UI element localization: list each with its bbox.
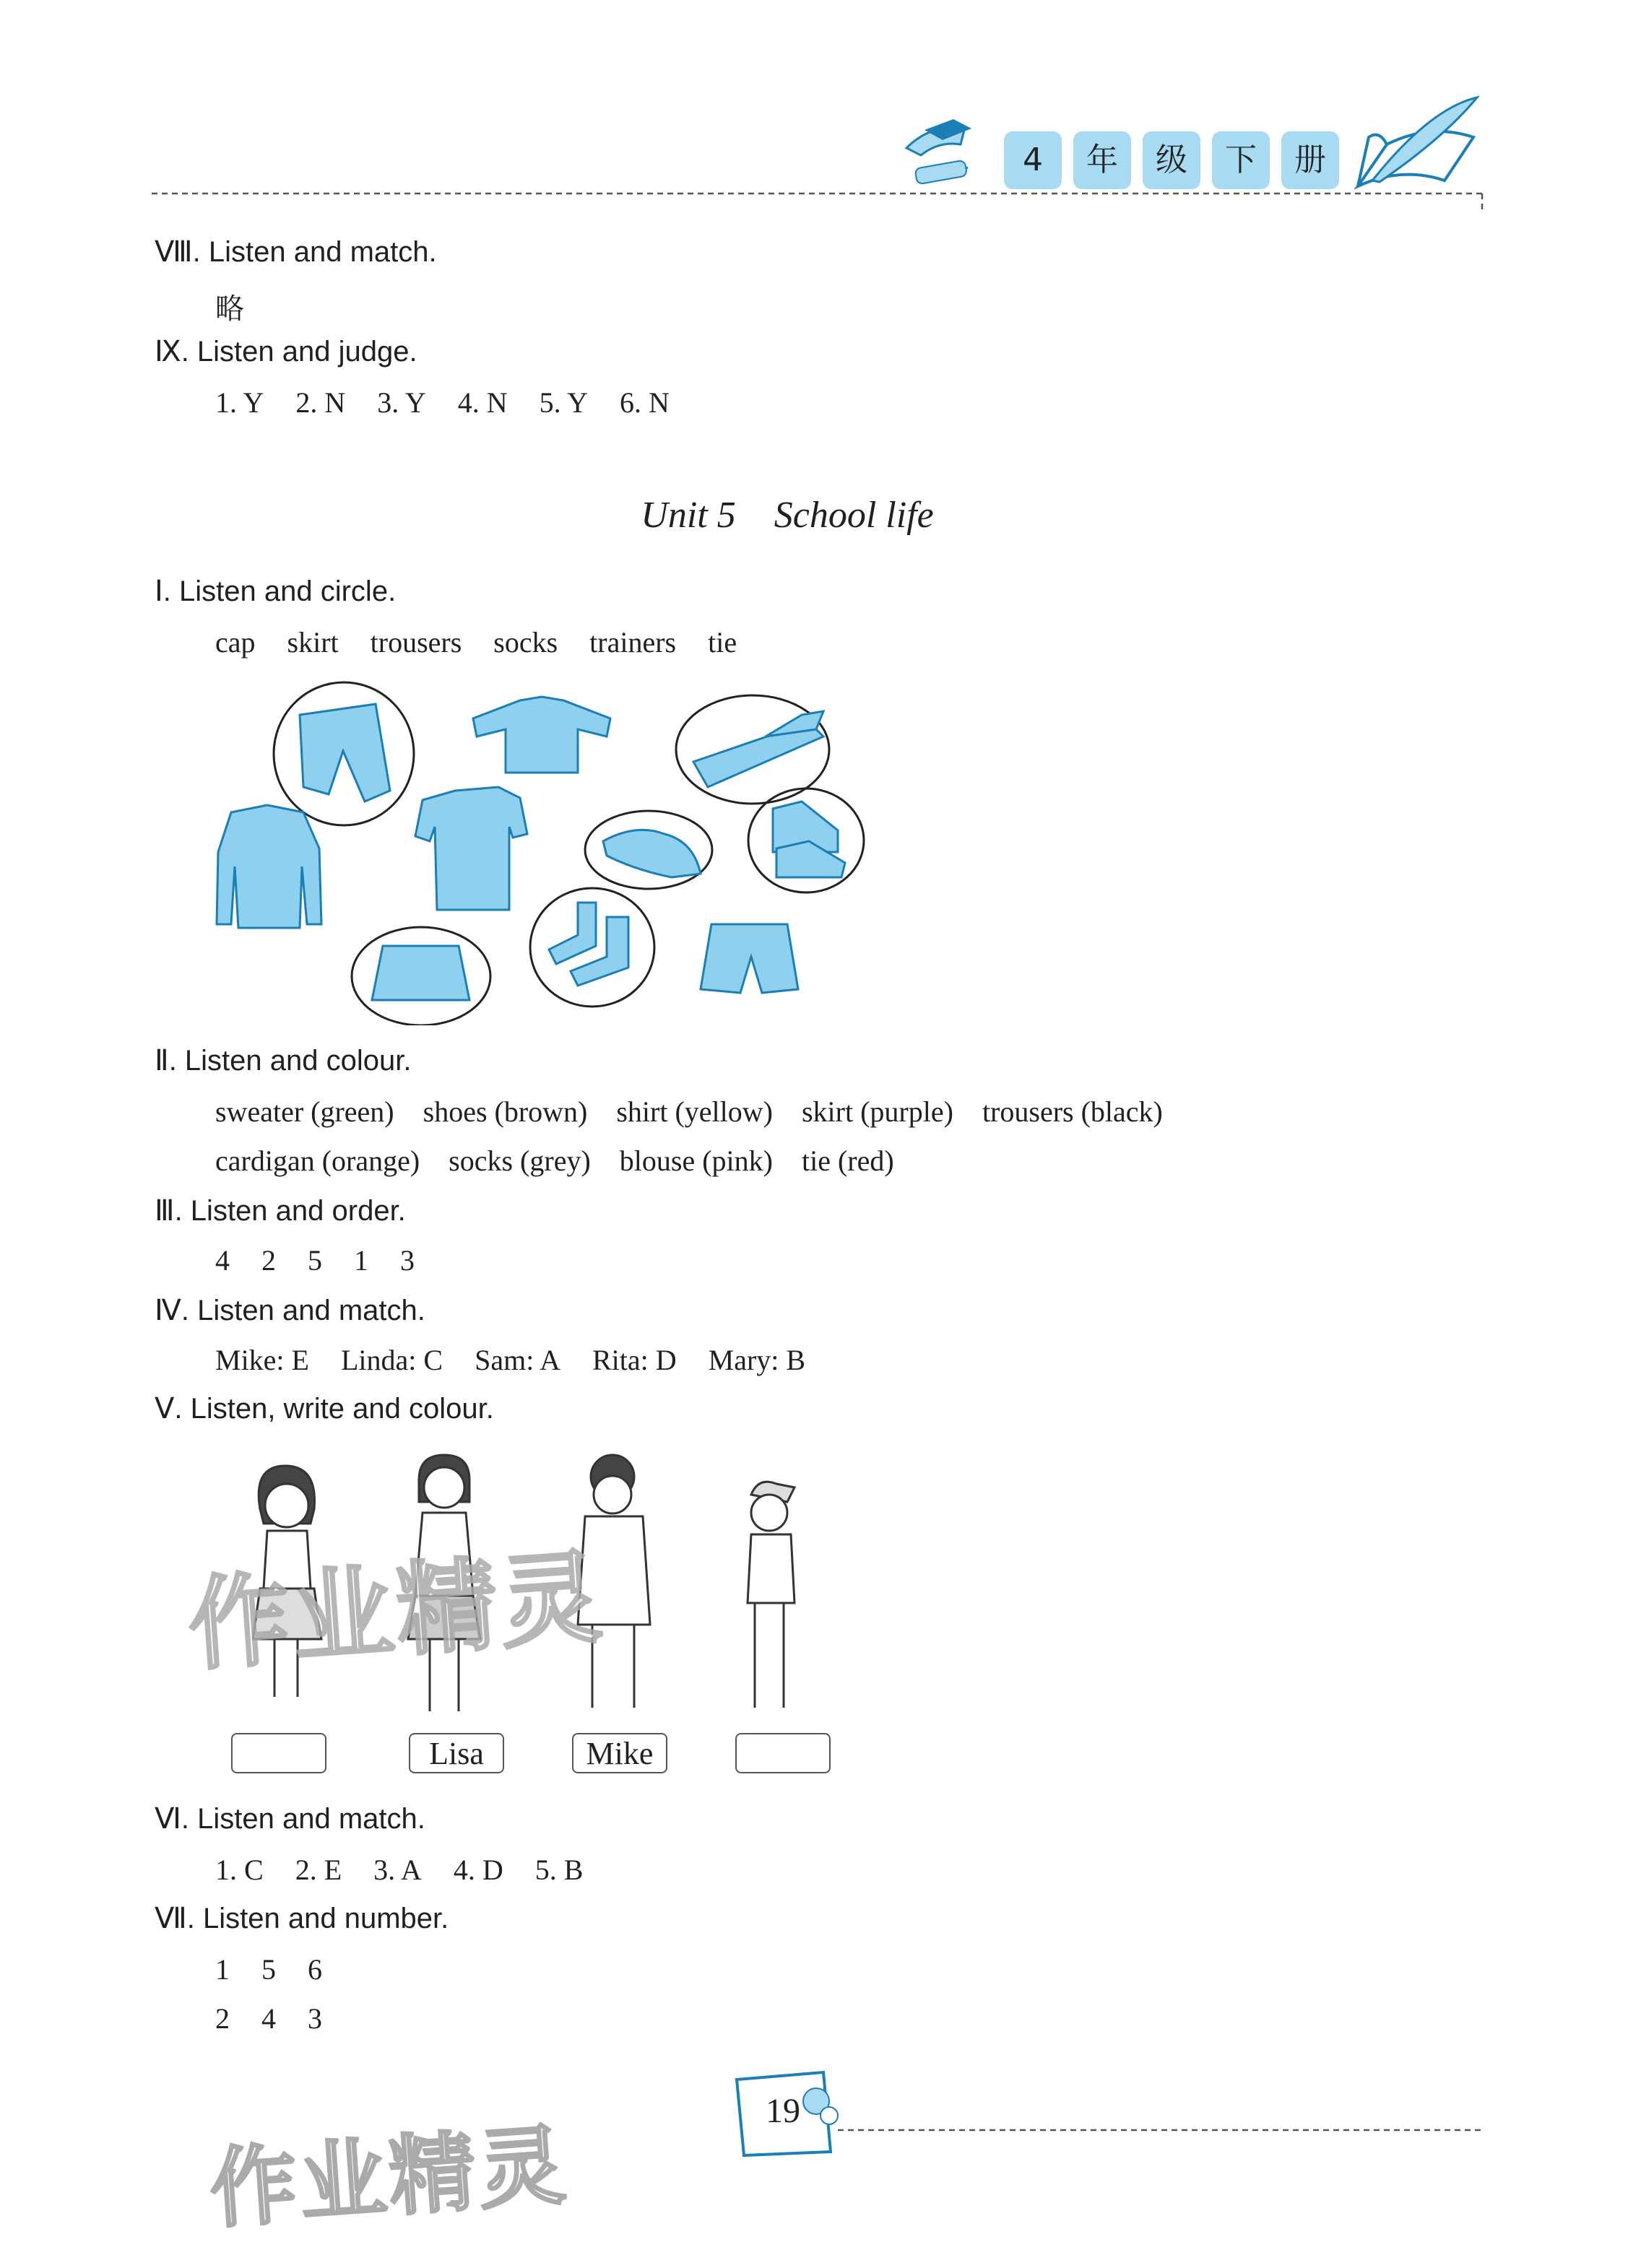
- answer-item: 3. Y: [377, 386, 426, 419]
- colour-item: skirt (purple): [801, 1095, 953, 1128]
- section-1-heading: Ⅰ. Listen and circle.: [155, 575, 397, 607]
- answer-item: Linda: C: [340, 1344, 443, 1376]
- shirt-image: [415, 787, 527, 910]
- footer-decoration: [722, 2065, 1488, 2159]
- answer-item: 3: [400, 1244, 415, 1277]
- graduation-cap-icon: [906, 119, 971, 184]
- badge-char-3: 下: [1212, 131, 1270, 189]
- word-item: trousers: [370, 626, 462, 659]
- boy-figure-cap: [748, 1482, 794, 1708]
- section-3-answers: [215, 1243, 446, 1277]
- section-8-heading: Ⅷ. Listen and match.: [155, 236, 437, 268]
- number-item: 2: [215, 2002, 230, 2035]
- answer-item: 2. N: [295, 386, 346, 419]
- colour-item: cardigan (orange): [215, 1144, 420, 1177]
- section-5-heading: Ⅴ. Listen, write and colour.: [155, 1393, 494, 1425]
- colour-item: blouse (pink): [619, 1144, 773, 1177]
- section-2-heading: Ⅱ. Listen and colour.: [155, 1045, 412, 1077]
- answer-item: 1. Y: [215, 386, 264, 419]
- book-quill-icon: [1358, 97, 1477, 186]
- section-6-answers: [215, 1853, 615, 1887]
- badge-char-2: 级: [1143, 131, 1200, 189]
- answer-item: Mike: E: [215, 1344, 309, 1376]
- answer-item: 2. E: [295, 1854, 342, 1886]
- number-item: 4: [261, 2002, 276, 2035]
- word-item: skirt: [287, 626, 339, 659]
- number-item: 1: [215, 1953, 230, 1986]
- answer-item: 5. B: [534, 1854, 584, 1886]
- answer-item: 6. N: [620, 386, 670, 419]
- blouse-image: [217, 805, 321, 928]
- answer-item: 4. D: [453, 1854, 503, 1886]
- word-item: tie: [708, 626, 737, 659]
- answer-item: 5. Y: [539, 386, 588, 419]
- section-7-row-2: [215, 2002, 354, 2035]
- section-9-answers: [215, 386, 701, 420]
- colour-item: sweater (green): [215, 1095, 394, 1128]
- watermark-bottom: 作业精灵: [207, 2115, 571, 2241]
- unit-title: [0, 494, 1575, 536]
- shorts-image: [701, 924, 798, 993]
- unit-number: Unit 5: [641, 495, 736, 536]
- name-box-4: [735, 1733, 831, 1773]
- skirt-circled-image: [352, 927, 490, 1025]
- trainers-circled-image: [748, 788, 864, 892]
- answer-item: 3. A: [373, 1854, 422, 1886]
- colour-item: tie (red): [801, 1144, 894, 1177]
- section-7-row-1: [215, 1952, 354, 1986]
- answer-item: 5: [308, 1244, 322, 1277]
- answer-item: 4. N: [457, 386, 508, 419]
- cap-circled-image: [585, 811, 712, 889]
- unit-name: School life: [774, 495, 934, 536]
- header-frame: [0, 0, 1628, 209]
- number-item: 3: [308, 2002, 322, 2035]
- section-6-heading: Ⅵ. Listen and match.: [155, 1803, 425, 1835]
- badge-char-1: 年: [1073, 131, 1131, 189]
- colour-item: shirt (yellow): [616, 1095, 773, 1128]
- clothing-illustration: [202, 679, 881, 1025]
- section-4-answers: [215, 1343, 837, 1377]
- answer-item: Sam: A: [475, 1344, 560, 1376]
- colour-item: trousers (black): [982, 1095, 1163, 1128]
- section-2-line-1: [215, 1095, 1192, 1129]
- number-item: 5: [261, 1953, 276, 1986]
- name-box-2: Lisa: [409, 1733, 504, 1773]
- badge-grade-number: 4: [1004, 131, 1062, 189]
- section-4-heading: Ⅳ. Listen and match.: [155, 1295, 425, 1326]
- answer-item: 2: [261, 1244, 276, 1277]
- word-item: trainers: [589, 626, 677, 659]
- colour-item: socks (grey): [449, 1144, 591, 1177]
- cardigan-image: [473, 697, 610, 773]
- watermark-middle: 作业精灵: [184, 1539, 608, 1685]
- name-box-1: [231, 1733, 326, 1773]
- section-1-words: [215, 625, 768, 659]
- answer-item: 1. C: [215, 1854, 264, 1886]
- section-3-heading: Ⅲ. Listen and order.: [155, 1195, 406, 1227]
- page-number: 19: [766, 2092, 800, 2130]
- section-9-heading: Ⅸ. Listen and judge.: [155, 336, 417, 368]
- section-8-answer: 略: [215, 292, 244, 325]
- trousers-circled-image: [274, 682, 414, 825]
- word-item: cap: [215, 626, 256, 659]
- tie-circled-image: [676, 695, 829, 804]
- answer-item: 1: [354, 1244, 368, 1277]
- colour-item: shoes (brown): [423, 1095, 588, 1128]
- section-7-heading: Ⅶ. Listen and number.: [155, 1903, 449, 1934]
- socks-circled-image: [530, 888, 654, 1007]
- number-item: 6: [308, 1953, 322, 1986]
- name-box-3: Mike: [572, 1733, 667, 1773]
- badge-char-4: 册: [1281, 131, 1339, 189]
- answer-item: Rita: D: [592, 1344, 677, 1376]
- answer-item: 4: [215, 1244, 230, 1277]
- word-item: socks: [493, 626, 558, 659]
- answer-item: Mary: B: [708, 1344, 806, 1376]
- section-2-line-2: [215, 1144, 923, 1178]
